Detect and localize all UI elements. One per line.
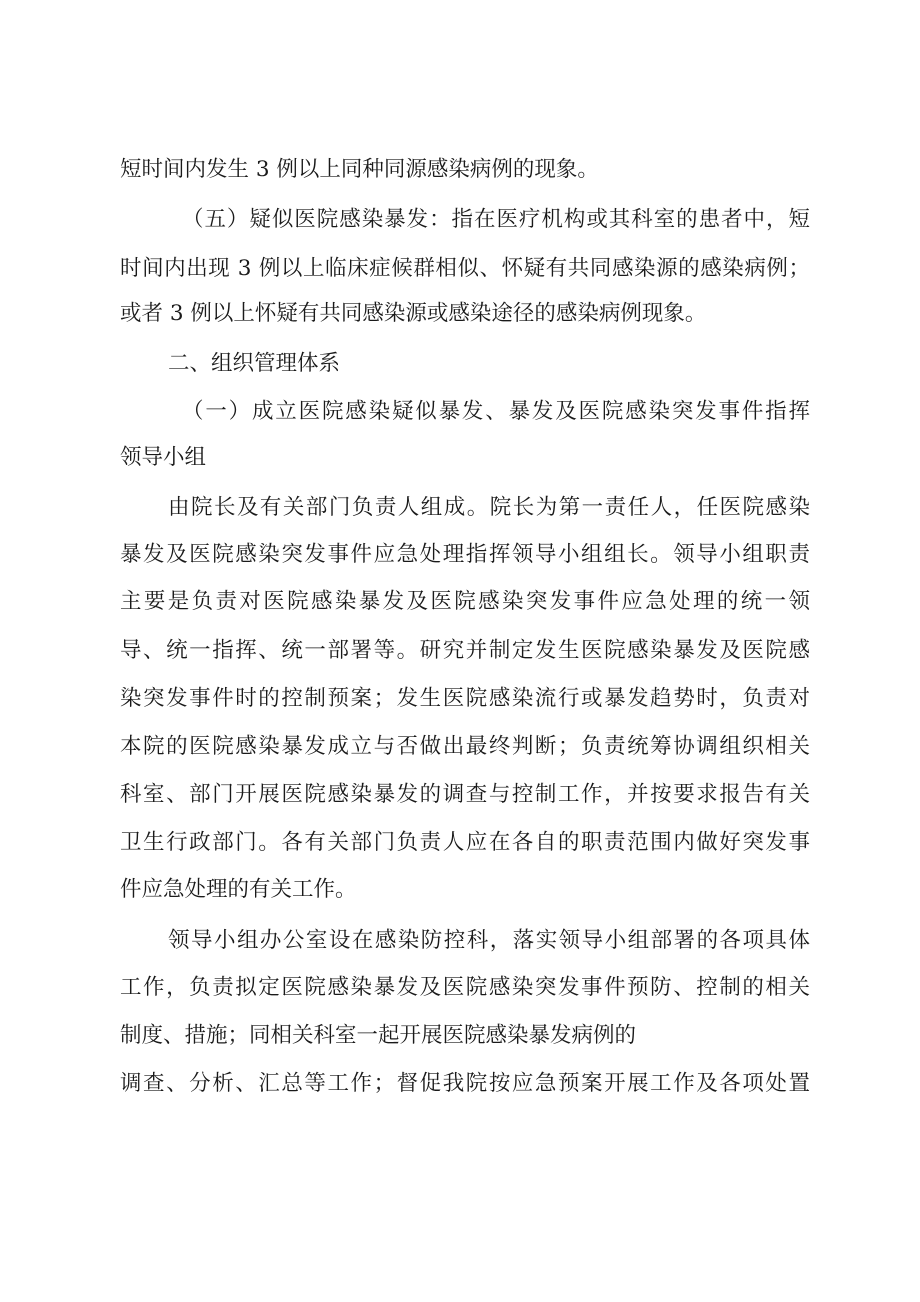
paragraph-line: 制度、措施；同相关科室一起开展医院感染暴发病例的 <box>120 1023 637 1048</box>
paragraph-line: 主要是负责对医院感染暴发及医院感染突发事件应急处理的统一领 <box>120 589 810 614</box>
paragraph-line: 工作，负责拟定医院感染暴发及医院感染突发事件预防、控制的相关 <box>120 975 810 1000</box>
paragraph-line: 短时间内发生 3 例以上同种同源感染病例的现象。 <box>120 157 599 182</box>
paragraph-line: 导、统一指挥、统一部署等。研究并制定发生医院感染暴发及医院感 <box>120 638 810 663</box>
paragraph-line: 或者 3 例以上怀疑有共同感染源或感染途径的感染病例现象。 <box>120 301 707 326</box>
paragraph-line: 调查、分析、汇总等工作；督促我院按应急预案开展工作及各项处置 <box>120 1071 810 1096</box>
paragraph-line: 卫生行政部门。各有关部门负责人应在各自的职责范围内做好突发事 <box>120 830 810 855</box>
paragraph-line: 科室、部门开展医院感染暴发的调查与控制工作，并按要求报告有关 <box>120 782 810 807</box>
section-heading: 二、组织管理体系 <box>168 351 341 376</box>
paragraph-line: （五）疑似医院感染暴发：指在医疗机构或其科室的患者中，短 <box>182 207 810 232</box>
paragraph-line: 由院长及有关部门负责人组成。院长为第一责任人，任医院感染 <box>168 495 810 520</box>
subsection-heading-line: （一）成立医院感染疑似暴发、暴发及医院感染突发事件指挥 <box>182 399 810 424</box>
paragraph-line: 件应急处理的有关工作。 <box>120 877 357 902</box>
subsection-heading-line: 领导小组 <box>120 445 207 470</box>
paragraph-line: 暴发及医院感染突发事件应急处理指挥领导小组组长。领导小组职责 <box>120 542 810 567</box>
paragraph-line: 染突发事件时的控制预案；发生医院感染流行或暴发趋势时，负责对 <box>120 686 810 711</box>
paragraph-line: 时间内出现 3 例以上临床症候群相似、怀疑有共同感染源的感染病例； <box>120 256 810 281</box>
paragraph-line: 领导小组办公室设在感染防控科，落实领导小组部署的各项具体 <box>168 928 810 953</box>
paragraph-line: 本院的医院感染暴发成立与否做出最终判断；负责统筹协调组织相关 <box>120 734 810 759</box>
